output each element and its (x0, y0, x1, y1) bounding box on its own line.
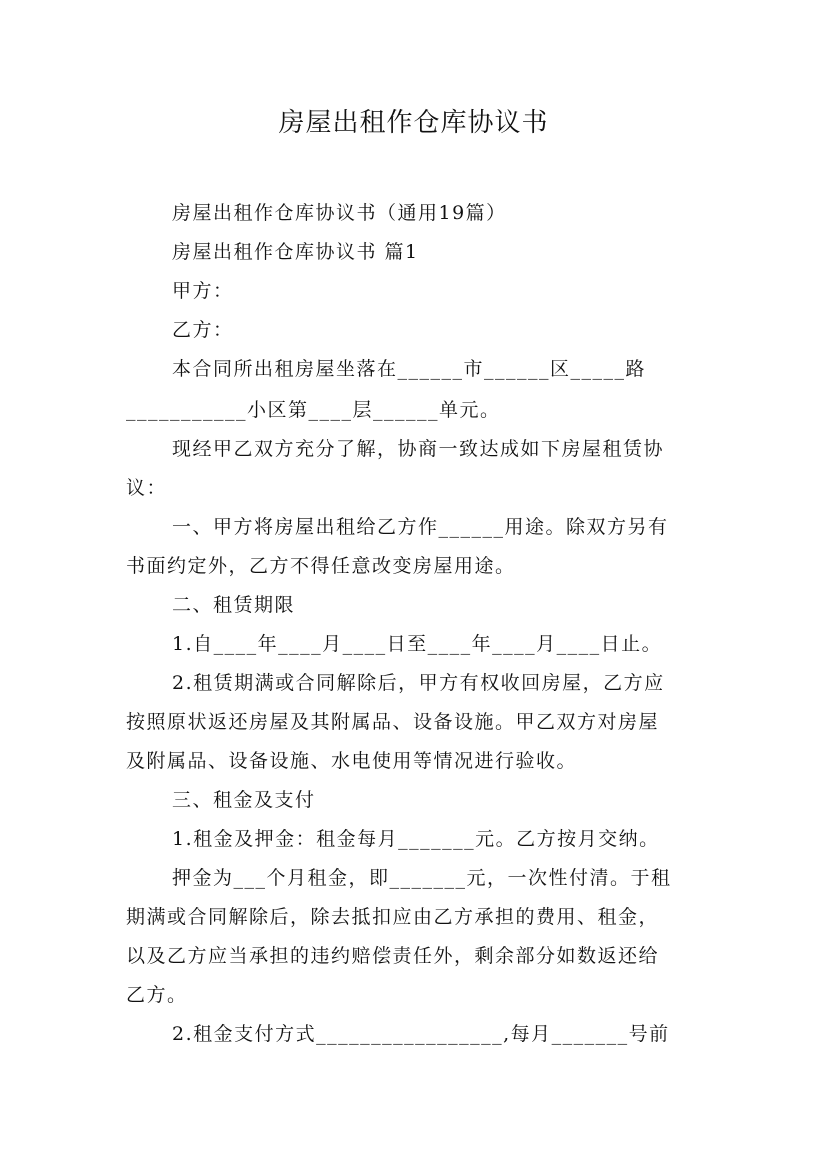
paragraph-line: 现经甲乙双方充分了解，协商一致达成如下房屋租赁协 (172, 438, 665, 460)
section-heading: 三、租金及支付 (172, 789, 316, 811)
paragraph-line: 乙方。 (126, 984, 188, 1006)
paragraph-line: 以及乙方应当承担的违约赔偿责任外，剩余部分如数返还给 (126, 945, 660, 967)
paragraph-line: 2.租赁期满或合同解除后，甲方有权收回房屋，乙方应 (172, 672, 665, 694)
paragraph-line: 押金为___个月租金，即_______元，一次性付清。于租 (172, 867, 672, 889)
paragraph-line: 期满或合同解除后，除去抵扣应由乙方承担的费用、租金， (126, 906, 660, 928)
paragraph-line: ___________小区第____层______单元。 (126, 399, 501, 421)
paragraph-line: 1.自____年____月____日至____年____月____日止。 (172, 633, 663, 655)
party-b-line: 乙方： (172, 319, 234, 341)
paragraph-line: 2.租金支付方式_________________,每月_______号前 (172, 1023, 670, 1045)
paragraph-line: 一、甲方将房屋出租给乙方作______用途。除双方另有 (172, 516, 669, 538)
paragraph-line: 按照原状返还房屋及其附属品、设备设施。甲乙双方对房屋 (126, 711, 660, 733)
party-a-line: 甲方： (172, 280, 234, 302)
document-title: 房屋出租作仓库协议书 (278, 108, 549, 138)
paragraph-line: 本合同所出租房屋坐落在______市______区_____路 (172, 358, 647, 380)
paragraph-line: 议： (126, 477, 168, 499)
subtitle-line: 房屋出租作仓库协议书（通用19篇） (172, 202, 507, 224)
paragraph-line: 及附属品、设备设施、水电使用等情况进行验收。 (126, 750, 578, 772)
paragraph-line: 书面约定外，乙方不得任意改变房屋用途。 (126, 555, 516, 577)
section-heading: 二、租赁期限 (172, 594, 296, 616)
paragraph-line: 1.租金及押金：租金每月_______元。乙方按月交纳。 (172, 828, 660, 850)
section-heading: 房屋出租作仓库协议书 篇1 (172, 241, 419, 263)
